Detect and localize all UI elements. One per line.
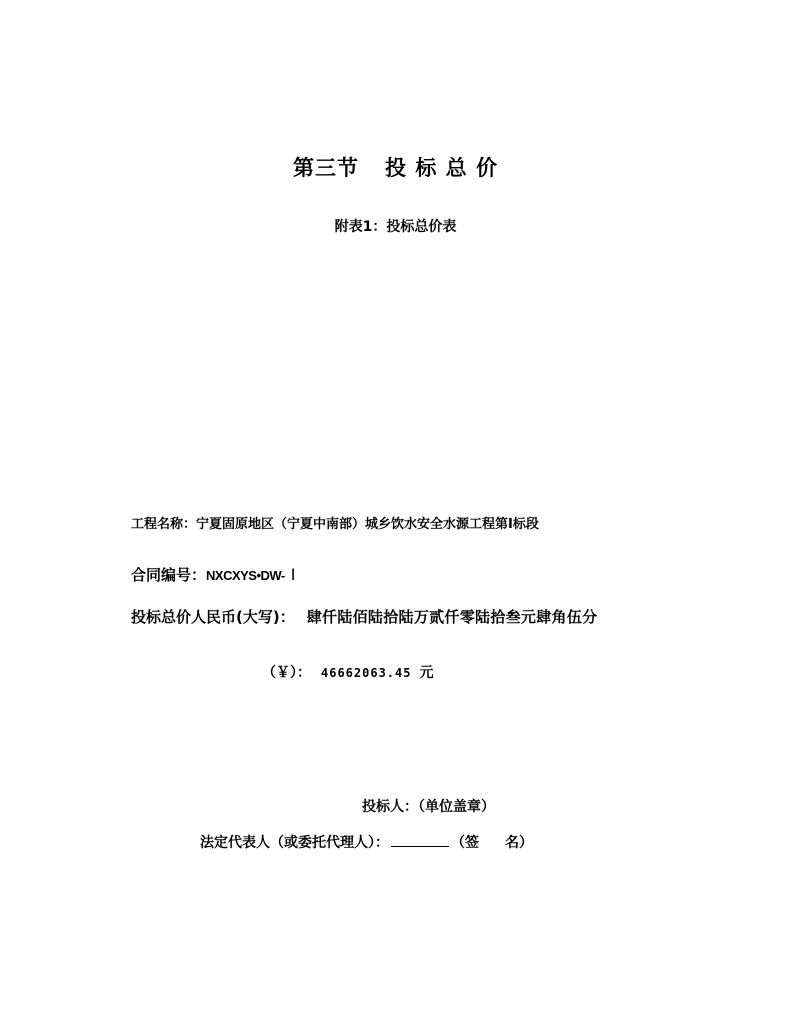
bidder-line <box>362 796 495 816</box>
section-number: 第三节 <box>293 156 360 180</box>
representative-label: 法定代表人（或委托代理人）： <box>200 835 389 851</box>
table-subtitle: 附表1：投标总价表 <box>334 219 457 235</box>
section-title <box>0 152 791 182</box>
project-name-label: 工程名称： <box>131 517 197 532</box>
total-price-words-label: 投标总价人民币(大写)： <box>131 608 295 626</box>
total-price-words-line <box>131 606 597 627</box>
signature-blank[interactable] <box>391 832 449 847</box>
bidder-seal-note: （单位盖章） <box>418 799 495 815</box>
total-price-number-line <box>262 662 433 682</box>
contract-number-label: 合同编号： <box>131 566 207 584</box>
contract-number-line <box>131 564 295 585</box>
contract-number-code: NXCXYS•DW- <box>206 568 285 583</box>
total-price-words-value: 肆仟陆佰陆拾陆万贰仟零陆拾叁元肆角伍分 <box>306 608 598 626</box>
project-name-value: 宁夏固原地区（宁夏中南部）城乡饮水安全水源工程第Ⅰ标段 <box>196 517 539 532</box>
total-price-number-value: 46662063.45 <box>321 666 412 680</box>
contract-number-section: Ⅰ <box>290 565 296 584</box>
bidder-label: 投标人： <box>362 799 418 815</box>
project-name-line <box>131 513 539 532</box>
signature-close: 名） <box>505 835 533 851</box>
signature-open: （签 <box>451 835 479 851</box>
section-heading: 投 标 总 价 <box>385 156 498 180</box>
total-price-number-label: （￥）： <box>262 665 311 681</box>
representative-line <box>200 832 533 852</box>
total-price-unit: 元 <box>419 665 434 681</box>
